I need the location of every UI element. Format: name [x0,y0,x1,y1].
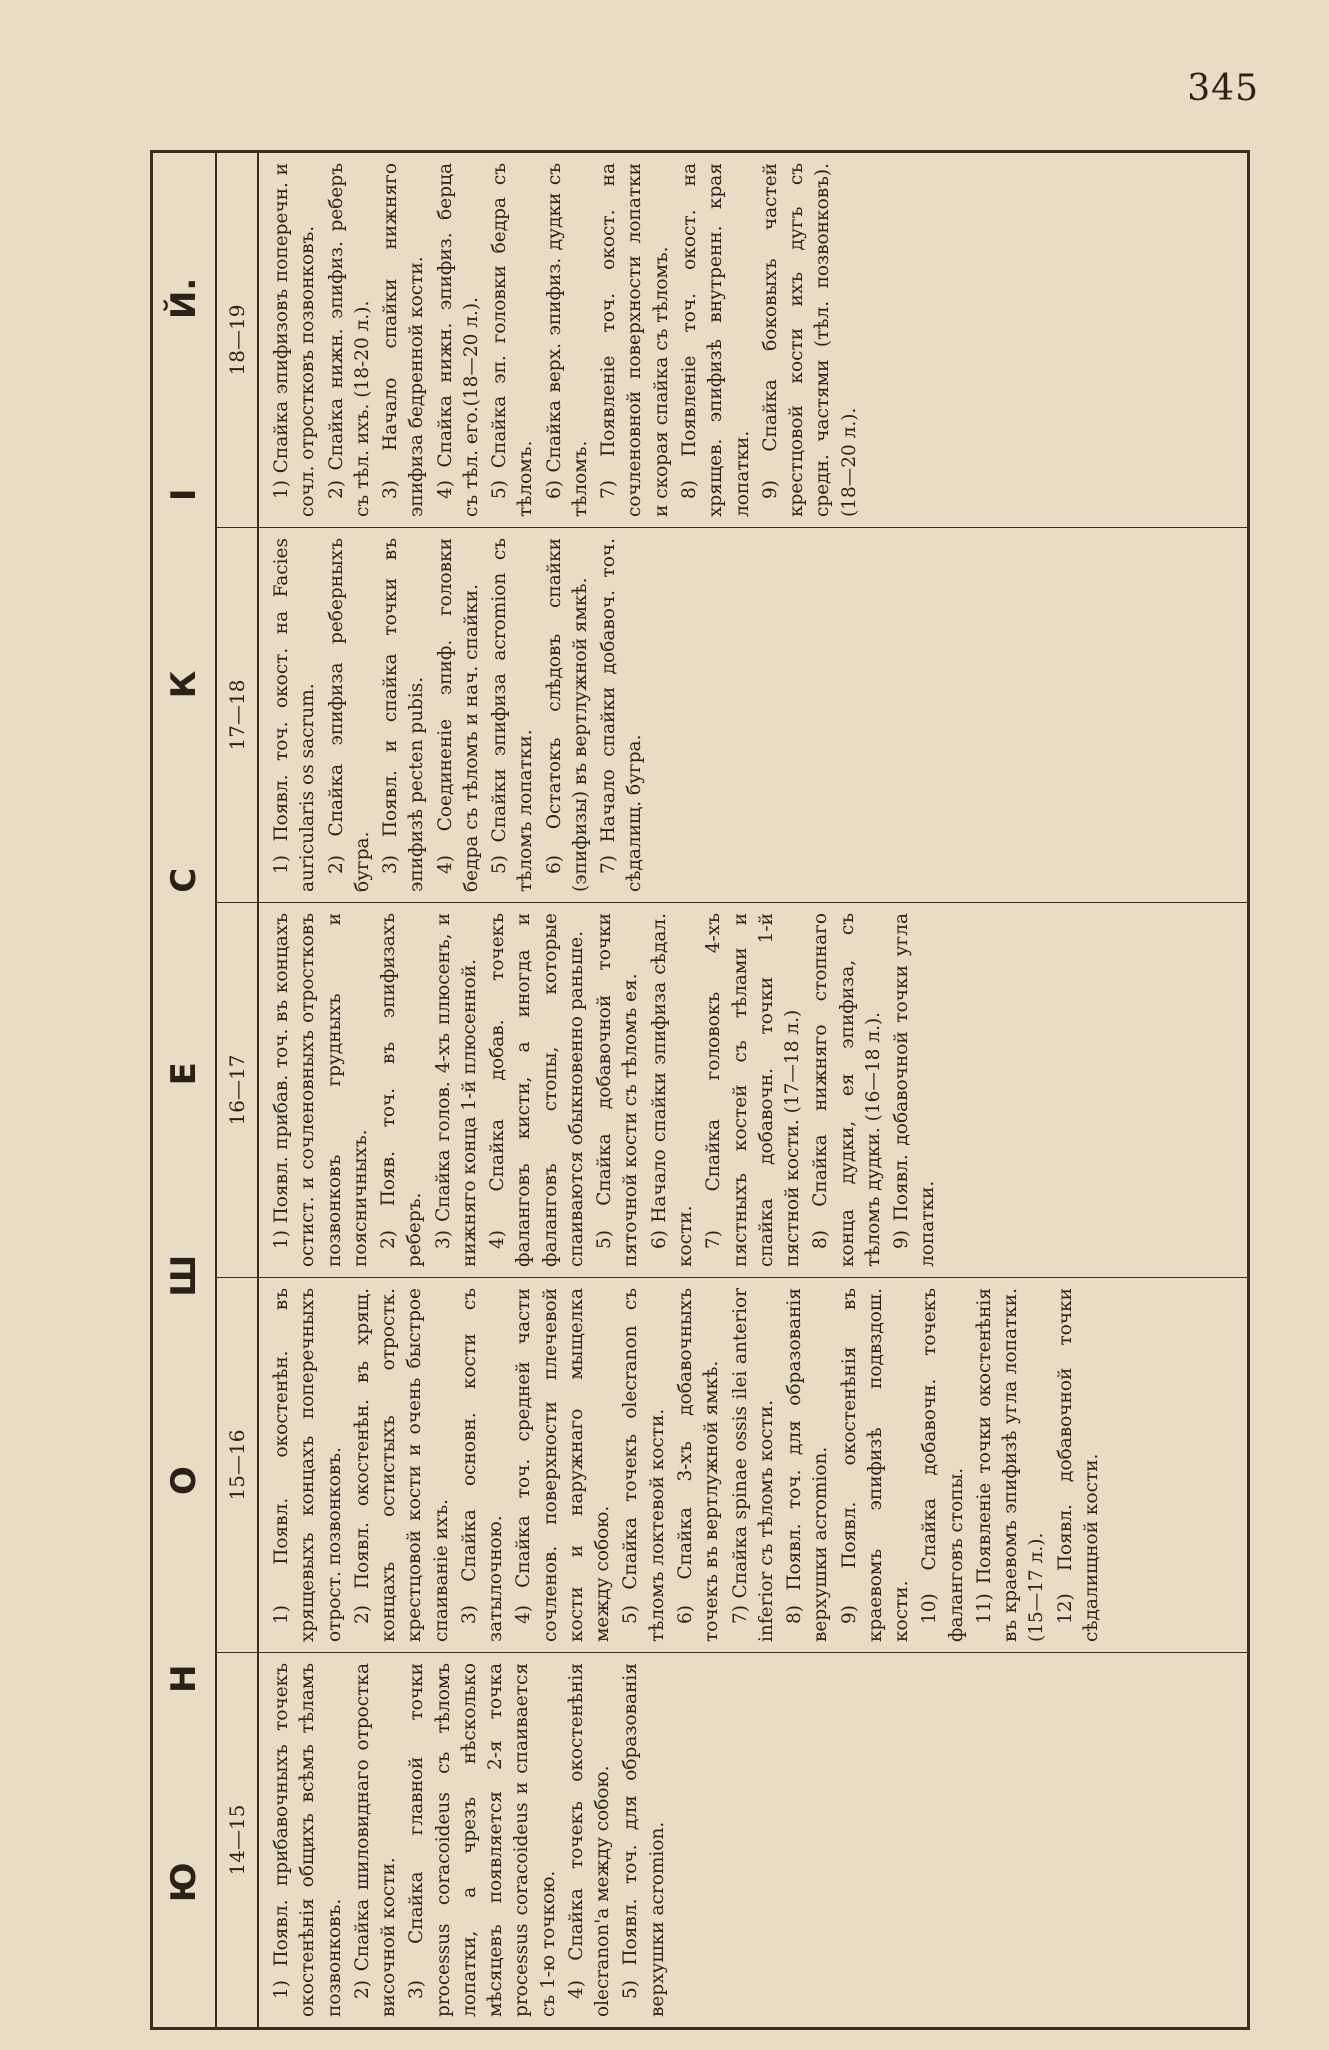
column-cell [259,153,1247,527]
column-header: 16—17 [217,902,257,1277]
list-item: 8) Появл. точ. для образованія верхушки acromion. [784,1288,832,1642]
list-item: 1) Появл. прибав. точ. въ концахъ остист. и сочленовныхъ отростковъ позвонковъ грудныхъ и поясничныхъ. [271,913,371,1267]
list-item: 12) Появл. добавочной точки сѣдалищной кости. [1054,1288,1102,1642]
banner-letter: Й. [164,277,204,320]
banner-letter: О [164,1466,204,1496]
list-item: 9) Спайка боковыхъ частей крестцовой кости ихъ дугъ съ средн. частями (тѣл. позвонковъ). (18—20 л.). [759,163,860,517]
list-item: 1) Появл. прибавочныхъ точекъ окостенѣнія общихъ всѣмъ тѣламъ позвонковъ. [271,1663,345,2017]
list-item: 3) Спайка голов. 4-хъ плюсенъ, и нижняго конца 1-й плюсенной. [432,913,480,1267]
column-cell [259,902,1247,1277]
column-cell [259,527,1247,902]
list-item: 7) Спайка spinae ossis ilei anterior inferior съ тѣломъ кости. [729,1288,777,1642]
banner-letter: І [164,488,204,502]
list-item: 6) Спайка верх. эпифиз. дудки съ тѣломъ. [543,163,591,517]
page-number: 345 [1187,68,1259,109]
banner-letter: К [164,670,204,699]
list-item: 8) Спайка нижняго стопнаго конца дудки, ея эпифиза, съ тѣломъ дудки. (16—18 л.). [810,913,884,1267]
list-item: 10) Спайка добавочн. точекъ фаланговъ стопы. [919,1288,967,1642]
list-item: 1) Появл. окостенѣн. въ хрящевыхъ концахъ поперечныхъ отрост. позвонковъ. [271,1288,345,1642]
column-header: 14—15 [217,1652,257,2027]
column-cell [259,1277,1247,1652]
table-banner [153,153,217,2027]
list-item: 5) Спайки эпифиза acromion съ тѣломъ лопатки. [489,538,537,892]
list-item: 6) Остатокъ слѣдовъ спайки (эпифизы) въ вертлужной ямкѣ. [543,538,591,892]
list-item: 2) Появл. окостенѣн. въ хрящ. концахъ остистыхъ отростк. крестцовой кости и очень быстрое спаиваніе ихъ. [351,1288,452,1642]
ossification-table [150,150,1250,2030]
banner-letter: С [164,867,204,893]
list-item: 7) Начало спайки добавоч. точ. сѣдалищ. бугра. [598,538,646,892]
table-body [259,153,1247,2027]
list-item: 1) Спайка эпифизовъ поперечн. и сочл. отростковъ позвонковъ. [271,163,319,517]
list-item: 4) Спайка точ. средней части сочленов. поверхности плечевой кости и наружнаго мыщелка между собою. [513,1288,614,1642]
list-item: 2) Появ. точ. въ эпифизахъ реберъ. [378,913,426,1267]
column-headers [217,153,259,2027]
list-item: 2) Спайка эпифиза реберныхъ бугра. [325,538,373,892]
list-item: 4) Спайка нижн. эпифиз. берца съ тѣл. его.(18—20 л.). [434,163,482,517]
list-item: 5) Спайка точекъ olecranon съ тѣломъ локтевой кости. [620,1288,668,1642]
list-item: 2) Спайка шиловиднаго отростка височной кости. [351,1663,400,2017]
list-item: 4) Соединеніе эпиф. головки бедра съ тѣломъ и нач. спайки. [434,538,482,892]
column-header: 15—16 [217,1277,257,1652]
list-item: 3) Появл. и спайка точки въ эпифизѣ pecten pubis. [380,538,428,892]
list-item: 2) Спайка нижн. эпифиз. реберъ съ тѣл. ихъ. (18-20 л.). [325,163,373,517]
banner-letter: Н [164,1664,204,1693]
list-item: 5) Появл. точ. для образованія верхушки acromion. [620,1663,668,2017]
banner-letter: Ю [164,1862,204,1903]
column-header: 18—19 [225,304,249,376]
rotated-table-region [150,150,1250,2030]
list-item: 6) Начало спайки эпифиза сѣдал. кости. [648,913,696,1267]
list-item: 9) Появл. добавочной точки угла лопатки. [891,913,939,1267]
list-item: 6) Спайка 3-хъ добавочныхъ точекъ въ вертлужной ямкѣ. [674,1288,723,1642]
list-item: 7) Появленіе точ. окост. на сочленовной поверхности лопатки и скорая спайка съ тѣломъ. [598,163,672,517]
list-item: 7) Спайка головокъ 4-хъ пястныхъ костей съ тѣлами и спайка добавочн. точки 1-й пястной кости. (17—18 л.) [703,913,804,1267]
list-item: 3) Спайка главной точки processus coracoideus съ тѣломъ лопатки, а чрезъ нѣсколько мѣсяцевъ появляется 2-я точка processus coracoideus и спаивается съ 1-ю точкою. [406,1663,559,2017]
list-item: 5) Спайка эп. головки бедра съ тѣломъ. [489,163,537,517]
column-cell [259,1652,1247,2027]
list-item: 4) Спайка добав. точекъ фаланговъ кисти, а иногда и фаланговъ стопы, которые спаиваются обыкновенно раньше. [487,913,587,1267]
list-item: 4) Спайка точекъ окостенѣнія olecranon'а между собою. [565,1663,614,2017]
list-item: 11) Появленіе точки окостенѣнія въ краевомъ эпифизѣ угла лопатки. (15—17 л.). [973,1288,1048,1642]
column-header: 17—18 [217,527,257,902]
list-item: 9) Появл. окостенѣнія въ краевомъ эпифизѣ подвздош. кости. [838,1288,913,1642]
list-item: 8) Появленіе точ. окост. на хрящев. эпифизѣ внутренн. края лопатки. [678,163,753,517]
list-item: 5) Спайка добавочной точки пяточной кости съ тѣломъ ея. [594,913,642,1267]
list-item: 3) Начало спайки нижняго эпифиза бедренной кости. [380,163,428,517]
banner-letter: Ш [164,1254,204,1297]
list-item: 1) Появл. точ. окост. на Facies auricularis os sacrum. [271,538,319,892]
banner-letter: Е [164,1062,204,1086]
list-item: 3) Спайка основн. кости съ затылочною. [458,1288,507,1642]
